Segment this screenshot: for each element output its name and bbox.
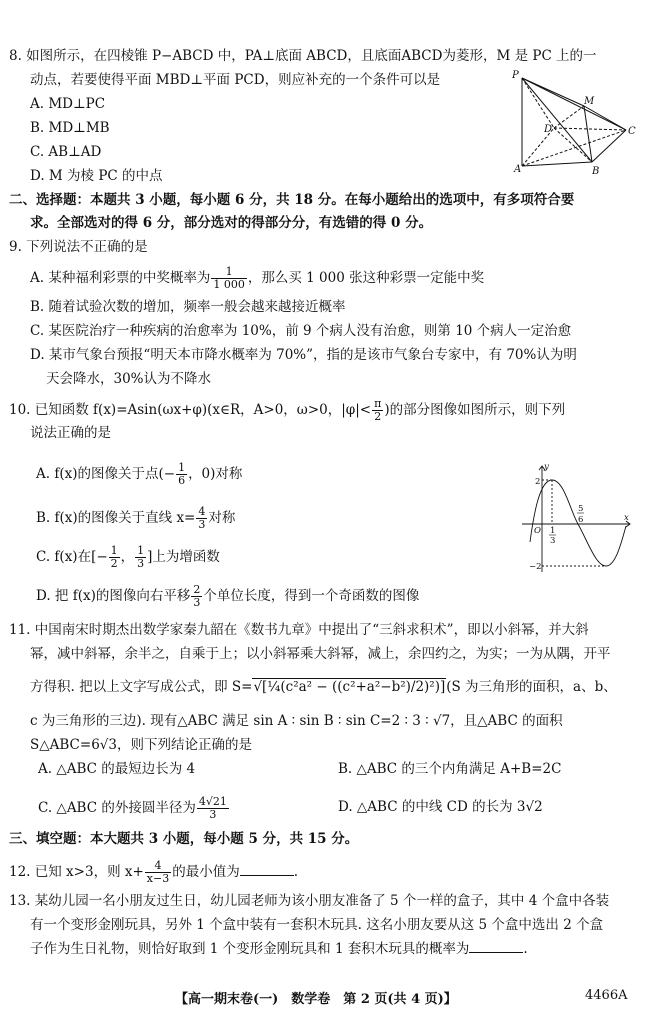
q10-c-num1: 1 bbox=[110, 544, 118, 557]
graph-min-label: −2 bbox=[529, 562, 542, 572]
q10-c-post: ]上为增函数 bbox=[147, 549, 220, 565]
q10-c-den1: 2 bbox=[110, 557, 118, 570]
q10-b-post: 对称 bbox=[208, 510, 236, 526]
fig-label-a: A bbox=[514, 164, 522, 175]
q10-stem-line2: 说法正确的是 bbox=[30, 425, 111, 441]
q11-c-pre: C. △ABC 的外接圆半径为 bbox=[38, 800, 196, 816]
q8-option-b: B. MD⊥MB bbox=[30, 120, 110, 136]
q10-option-b bbox=[36, 506, 235, 531]
q12-num: 4 bbox=[145, 860, 171, 873]
q11-line1: 11. 中国南宋时期杰出数学家秦九韶在《数书九章》中提出了“三斜求积术”，即以小斜幂，并大斜 bbox=[9, 622, 589, 638]
q9-option-b: B. 随着试验次数的增加，频率一般会越来越接近概率 bbox=[30, 299, 346, 315]
q11-option-c bbox=[38, 796, 230, 821]
q10-c-num2: 1 bbox=[137, 544, 145, 557]
q10-stem-line1 bbox=[9, 398, 565, 423]
fig-label-p: P bbox=[512, 70, 519, 81]
q10-stem-den: 2 bbox=[374, 410, 382, 423]
q11-line5: S△ABC=6√3，则下列结论正确的是 bbox=[30, 737, 252, 753]
q10-b-den: 3 bbox=[198, 518, 206, 531]
graph-x-label: x bbox=[624, 513, 629, 523]
q13-line2: 有一个变形金刚玩具，另外 1 个盒中装有一套积木玩具. 这名小朋友要从这 5 个盒中选出 2 个盒 bbox=[30, 917, 604, 933]
q9-stem: 9. 下列说法不正确的是 bbox=[9, 239, 148, 255]
graph-third-den: 3 bbox=[550, 536, 556, 546]
q13-line1: 13. 某幼儿园一名小朋友过生日，幼儿园老师为该小朋友准备了 5 个一样的盒子，其中 4 个盒中各装 bbox=[9, 893, 610, 909]
q10-stem-post: )的部分图像如图所示，则下列 bbox=[384, 402, 566, 418]
q12-answer-blank[interactable] bbox=[240, 863, 294, 876]
q11-line3 bbox=[30, 678, 617, 696]
q9-option-a bbox=[30, 266, 484, 291]
q10-option-c bbox=[36, 545, 220, 570]
q10-stem-fraction bbox=[372, 398, 383, 423]
fig-label-d: D bbox=[544, 124, 553, 135]
q10-d-fraction bbox=[191, 584, 202, 609]
q10-option-a bbox=[36, 462, 242, 487]
q10-d-den: 3 bbox=[193, 596, 201, 609]
q13-answer-blank[interactable] bbox=[469, 940, 523, 953]
q9-option-d-line1: D. 某市气象台预报“明天本市降水概率为 70%”，指的是该市气象台专家中，有 70%认为明 bbox=[30, 347, 577, 363]
graph-max-label: 2 bbox=[535, 477, 541, 487]
q10-a-post: ，0)对称 bbox=[188, 466, 243, 482]
q10-b-pre: B. f(x)的图像关于直线 x= bbox=[36, 510, 196, 526]
q10-b-num: 4 bbox=[198, 505, 206, 518]
q10-a-fraction bbox=[176, 462, 187, 487]
section2-line1: 二、选择题：本题共 3 小题，每小题 6 分，共 18 分。在每小题给出的选项中，有多项符合要 bbox=[9, 192, 575, 208]
section2-line2: 求。全部选对的得 6 分，部分选对的得部分分，有选错的得 0 分。 bbox=[30, 215, 433, 231]
q8-pyramid-figure bbox=[510, 68, 642, 178]
q9-a-pre: A. 某种福利彩票的中奖概率为 bbox=[30, 270, 211, 286]
q12-end: . bbox=[293, 864, 299, 880]
fig-label-b: B bbox=[592, 166, 600, 177]
q10-option-d bbox=[36, 584, 419, 609]
q12-stem bbox=[9, 860, 298, 885]
graph-fivesix-num: 5 bbox=[578, 504, 584, 514]
fig-label-c: C bbox=[628, 126, 636, 137]
q8-stem-line1: 8. 如图所示，在四棱锥 P−ABCD 中，PA⊥底面 ABCD，且底面ABCD为菱形，M 是 PC 上的一 bbox=[9, 48, 597, 64]
q10-d-pre: D. 把 f(x)的图像向右平移 bbox=[36, 588, 191, 604]
q10-c-fraction1 bbox=[109, 545, 120, 570]
q12-fraction bbox=[145, 860, 171, 885]
q10-d-post: 个单位长度，得到一个奇函数的图像 bbox=[203, 588, 420, 604]
q12-post: 的最小值为 bbox=[172, 864, 240, 880]
q9-a-den: 1 000 bbox=[213, 278, 245, 291]
q10-d-num: 2 bbox=[193, 583, 201, 596]
q10-c-pre: C. f(x)在[− bbox=[36, 549, 108, 565]
q11-option-d: D. △ABC 的中线 CD 的长为 3√2 bbox=[338, 799, 543, 815]
q11-heron-formula: √[¼(c²a² − ((c²+a²−b²)/2)²)] bbox=[253, 679, 446, 695]
graph-fivesix-den: 6 bbox=[578, 515, 584, 525]
q12-pre: 12. 已知 x>3，则 x+ bbox=[9, 864, 144, 880]
q8-option-d: D. M 为棱 PC 的中点 bbox=[30, 168, 163, 184]
q11-option-b: B. △ABC 的三个内角满足 A+B=2C bbox=[338, 761, 562, 777]
q10-a-num: 1 bbox=[178, 461, 186, 474]
q10-c-den2: 3 bbox=[137, 557, 145, 570]
q9-option-d-line2: 天会降水，30%认为不降水 bbox=[46, 371, 212, 387]
footer-code: 4466A bbox=[585, 988, 628, 1003]
fig-label-m: M bbox=[584, 96, 595, 107]
q10-stem-num: π bbox=[374, 397, 382, 410]
q8-option-a: A. MD⊥PC bbox=[30, 96, 106, 112]
section3-heading: 三、填空题：本大题共 3 小题，每小题 5 分，共 15 分。 bbox=[9, 831, 359, 847]
q12-den: x−3 bbox=[146, 872, 170, 885]
q8-stem-line2: 动点，若要使得平面 MBD⊥平面 PCD，则应补充的一个条件可以是 bbox=[30, 72, 441, 88]
q9-a-fraction bbox=[211, 266, 247, 291]
q11-c-num: 4√21 bbox=[198, 795, 227, 808]
q10-sine-graph bbox=[516, 460, 636, 580]
graph-origin-label: O bbox=[534, 526, 541, 536]
graph-third-num: 1 bbox=[550, 526, 556, 536]
q10-a-den: 6 bbox=[178, 474, 186, 487]
q8-option-c: C. AB⊥AD bbox=[30, 144, 102, 160]
q11-line2: 幂，减中斜幂，余半之，自乘于上；以小斜幂乘大斜幂，减上，余四约之，为实；一为从隅，开平 bbox=[30, 646, 611, 662]
q13-line3 bbox=[30, 940, 528, 958]
q11-option-a: A. △ABC 的最短边长为 4 bbox=[38, 761, 196, 777]
q10-c-fraction2 bbox=[135, 545, 146, 570]
q10-stem-pre: 10. 已知函数 f(x)=Asin(ωx+φ)(x∈R，A>0，ω>0，|φ|< bbox=[9, 402, 372, 418]
q11-c-fraction bbox=[197, 796, 229, 821]
graph-y-label: y bbox=[544, 462, 549, 472]
q11-c-den: 3 bbox=[209, 808, 217, 821]
q10-b-fraction bbox=[196, 506, 207, 531]
q13-end: . bbox=[523, 941, 528, 957]
q11-line4: c 为三角形的三边). 现有△ABC 满足 sin A ∶ sin B ∶ sin C=2 ∶ 3 ∶ √7，且△ABC 的面积 bbox=[30, 713, 563, 729]
q10-c-mid: ， bbox=[120, 549, 135, 565]
q11-line3-pre: 方得积. 把以上文字写成公式，即 S= bbox=[30, 679, 253, 695]
q13-line3-text: 子作为生日礼物，则恰好取到 1 个变形金刚玩具和 1 套积木玩具的概率为 bbox=[30, 941, 470, 957]
footer-center: 【高一期末卷(一) 数学卷 第 2 页(共 4 页)】 bbox=[175, 992, 457, 1007]
q9-a-post: ，那么买 1 000 张这种彩票一定能中奖 bbox=[247, 270, 485, 286]
q11-line3-post: (S 为三角形的面积，a、b、 bbox=[446, 679, 617, 695]
q9-option-c: C. 某医院治疗一种疾病的治愈率为 10%，前 9 个病人没有治愈，则第 10 个病人一定治愈 bbox=[30, 323, 572, 339]
q10-a-pre: A. f(x)的图像关于点(− bbox=[36, 466, 176, 482]
q9-a-num: 1 bbox=[211, 266, 247, 279]
